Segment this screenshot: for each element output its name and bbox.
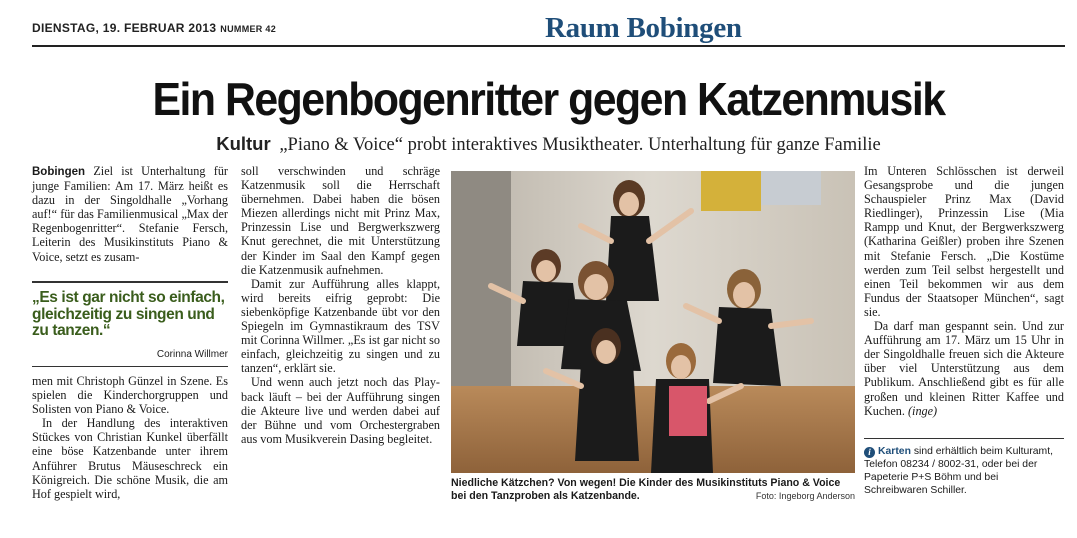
col4-paragraph-1: Im Unteren Schlösschen ist derweil Gesangsprobe und die jungen Schauspieler Prinz Max (David Riedlinger), Prinzessin Lise (Mia Rampp und Knut, der Bergwerkszwerg (Katharina Geißler) proben ihre Szenen mit Stefanie Fersch. „Die Kostüme werden zum Teil selbst hergestellt und einen Teil bekommen wir aus dem Fundus der Staatsoper München“, sagt sie.: [864, 164, 1064, 319]
info-text: sind erhältlich beim Kulturamt, Telefon 08234 / 8002-31, oder bei der Papeterie P+S Böhm und bei Schreibwaren Schiller.: [864, 446, 1053, 496]
photo-caption-block: [451, 477, 855, 503]
author-signature: (inge): [908, 403, 938, 418]
photo-caption: Niedliche Kätzchen? Von wegen! Die Kinder des Musikinstituts Piano & Voice bei den Tanzproben als Katzenbande.: [451, 477, 841, 502]
col2-paragraph-1: soll verschwinden und schräge Katzenmusik soll die Herrschaft übernehmen. Dabei haben die bösen Miezen allerdings nicht mit Prinz Max, Prinzessin Lise und Bergwerkszwerg Knut gerechnet, die mit Unterstützung der Kinder im Saal den Kampf gegen die Katzenmusik aufnehmen.: [241, 164, 440, 277]
article-subheadline: [32, 133, 1065, 156]
col2-paragraph-2: Damit zur Aufführung alles klappt, wird bereits eifrig geprobt: Die siebenköpfige Katzenbande übt vor den Spiegeln im Gymnastikraum des TSV mit Corinna Willmer. „Es ist gar nicht so einfach, gleichzeitig zu singen und zu tanzen“, erklärt sie.: [241, 276, 440, 376]
article-photo: [451, 171, 855, 473]
page-header: [32, 14, 1065, 44]
article-column-1-continued: [32, 374, 228, 501]
header-rule: [32, 45, 1065, 47]
ticket-info-box: [864, 438, 1064, 504]
section-title: Raum Bobingen: [545, 12, 742, 44]
article-headline: Ein Regenbogenritter gegen Katzenmusik: [152, 73, 945, 125]
dateline: [32, 21, 276, 35]
info-lead: Karten: [878, 446, 911, 457]
article-column-4: [864, 164, 1064, 418]
article-column-2: [241, 164, 440, 446]
article-kicker: Kultur: [216, 133, 271, 154]
pull-quote-text: „Es ist gar nicht so einfach, gleichzeitig zu singen und zu tanzen.“: [32, 289, 225, 339]
pull-quote-author: Corinna Willmer: [156, 349, 228, 360]
photo-credit: Foto: Ingeborg Anderson: [755, 491, 855, 501]
issue-date: DIENSTAG, 19. FEBRUAR 2013: [32, 21, 217, 35]
photo-illustration: [451, 171, 855, 473]
col2-paragraph-3: Und wenn auch jetzt noch das Play-back läuft – bei der Aufführung singen die Akteure live und werden dabei auf der Bühne und vom Orchestergraben aus vom Musikverein Dasing begleitet.: [241, 375, 440, 446]
col1-paragraph-3: In der Handlung des interaktiven Stückes von Christian Kunkel überfällt eine böse Katzenbande unter ihrem Anführer Brutus Mäuseschreck ein Königreich. Die schöne Musik, die am Hof gespielt wird,: [32, 416, 228, 501]
dateline-place: Bobingen: [32, 166, 86, 178]
col1-paragraph-1: Ziel ist Unterhaltung für junge Familien: Am 17. März heißt es dazu in der Singoldhalle „Vorhang auf!“ für das Familienmusical „Max der Regenbogenritter“. Stefanie Fersch, Leiterin des Musikinstituts Piano & Voice, setzt es zusam-: [32, 164, 228, 264]
subheadline-text: „Piano & Voice“ probt interaktives Musiktheater. Unterhaltung für ganze Familie: [279, 135, 881, 155]
col4-paragraph-2: Da darf man gespannt sein. Und zur Aufführung am 17. März um 15 Uhr in der Singoldhalle freuen sich die Akteure über viel Unterstützung aus dem Publikum. Anschließend gibt es für alle großen und kleinen Ritter Kaffee und Kuchen.: [864, 319, 1064, 418]
issue-number: NUMMER 42: [220, 24, 277, 34]
col1-paragraph-2: men mit Christoph Günzel in Szene. Es spielen die Kinderchorgruppen und Solisten von Piano & Voice.: [32, 374, 228, 417]
info-icon: i: [864, 447, 875, 458]
pull-quote: [32, 281, 228, 367]
article-column-1: [32, 164, 228, 264]
